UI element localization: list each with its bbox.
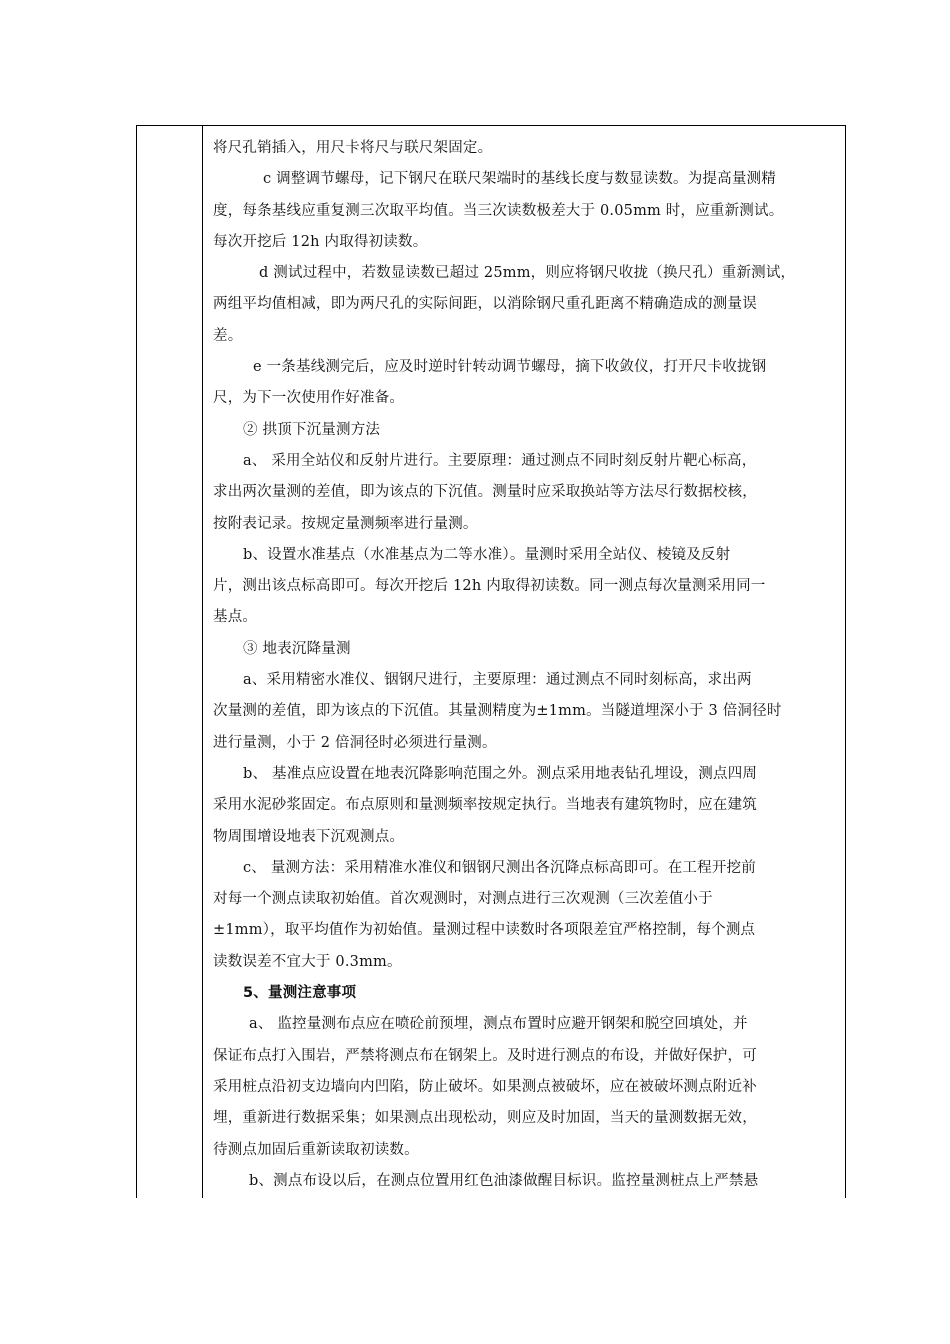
text-line: b、测点布设以后，在测点位置用红色油漆做醒目标识。监控量测桩点上严禁悬 (249, 1172, 759, 1189)
text-line: b、设置水准基点（水准基点为二等水准）。量测时采用全站仪、棱镜及反射 (243, 546, 731, 563)
text-line: b、 基准点应设置在地表沉降影响范围之外。测点采用地表钻孔埋设，测点四周 (243, 765, 758, 782)
text-line: ③ 地表沉降量测 (243, 640, 351, 657)
text-line: 采用桩点沿初支边墙向内凹陷，防止破坏。如果测点被破坏，应在被破坏测点附近补 (213, 1078, 757, 1095)
text-line: ±1mm），取平均值作为初始值。量测过程中读数时各项限差宜严格控制，每个测点 (213, 922, 756, 939)
text-line: 每次开挖后 12h 内取得初读数。 (213, 233, 428, 250)
text-line: a、 采用全站仪和反射片进行。主要原理：通过测点不同时刻反射片靶心标高， (243, 452, 757, 469)
text-line: 采用水泥砂浆固定。布点原则和量测频率按规定执行。当地表有建筑物时，应在建筑 (213, 797, 757, 814)
text-line: 度，每条基线应重复测三次取平均值。当三次读数极差大于 0.05mm 时，应重新测试。 (213, 202, 784, 219)
text-line: 对每一个测点读取初始值。首次观测时，对测点进行三次观测（三次差值小于 (213, 891, 713, 908)
text-line: c 调整调节螺母，记下钢尺在联尺架端时的基线长度与数显读数。为提高量测精 (263, 171, 776, 188)
text-line: 保证布点打入围岩，严禁将测点布在钢架上。及时进行测点的布设，并做好保护，可 (213, 1047, 757, 1064)
text-line: ② 拱顶下沉量测方法 (243, 421, 381, 438)
text-line: 按附表记录。按规定量测频率进行量测。 (213, 515, 478, 532)
text-line: 将尺孔销插入，用尺卡将尺与联尺架固定。 (213, 140, 493, 156)
document-table (136, 125, 846, 1198)
text-line: 差。 (213, 327, 243, 344)
column-divider (202, 126, 203, 1198)
text-line: 次量测的差值，即为该点的下沉值。其量测精度为±1mm。当隧道埋深小于 3 倍洞径时 (213, 703, 782, 720)
text-line: a、 监控量测布点应在喷砼前预埋，测点布置时应避开钢架和脱空回填处，并 (249, 1016, 748, 1033)
section-heading: 5、量测注意事项 (243, 985, 357, 1002)
text-line: a、采用精密水准仪、铟钢尺进行，主要原理：通过测点不同时刻标高，求出两 (243, 672, 752, 689)
text-line: 待测点加固后重新读取初读数。 (213, 1141, 419, 1158)
text-line: 两组平均值相减，即为两尺孔的实际间距，以消除钢尺重孔距离不精确造成的测量误 (213, 296, 757, 313)
text-line: 片，测出该点标高即可。每次开挖后 12h 内取得初读数。同一测点每次量测采用同一 (213, 578, 766, 595)
text-line: c、 量测方法：采用精准水准仪和铟钢尺测出各沉降点标高即可。在工程开挖前 (243, 859, 756, 876)
text-line: d 测试过程中，若数显读数已超过 25mm，则应将钢尺收拢（换尺孔）重新测试， (259, 265, 796, 282)
text-line: 基点。 (213, 609, 258, 626)
text-line: 求出两次量测的差值，即为该点的下沉值。测量时应采取换站等方法尽行数据校核， (213, 484, 757, 501)
table-content-cell (213, 133, 840, 1197)
text-line: 读数误差不宜大于 0.3mm。 (213, 953, 402, 970)
text-line: 物周围增设地表下沉观测点。 (213, 828, 405, 845)
text-line: e 一条基线测完后，应及时逆时针转动调节螺母，摘下收敛仪，打开尺卡收拢钢 (253, 359, 767, 376)
text-line: 进行量测，小于 2 倍洞径时必须进行量测。 (213, 734, 497, 751)
text-line: 埋，重新进行数据采集；如果测点出现松动，则应及时加固，当天的量测数据无效， (213, 1110, 757, 1127)
text-line: 尺，为下一次使用作好准备。 (213, 390, 405, 407)
